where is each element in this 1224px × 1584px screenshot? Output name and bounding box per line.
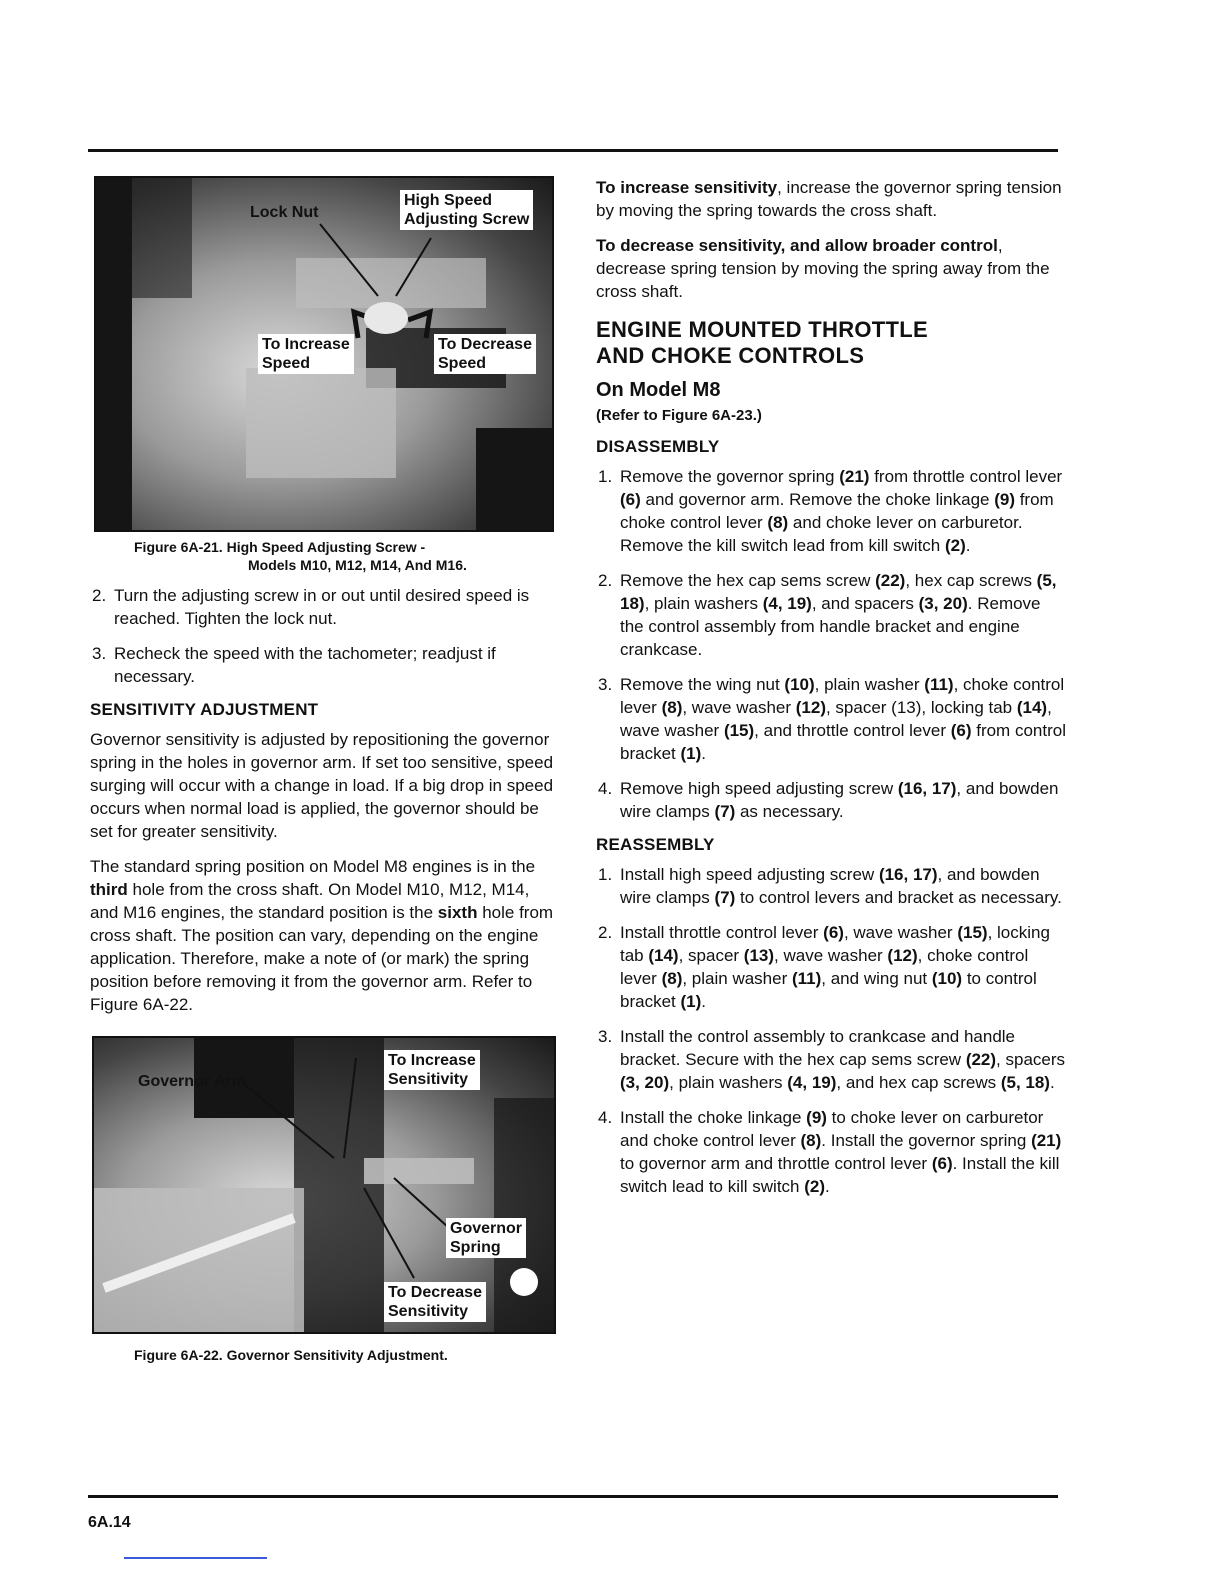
right-column xyxy=(596,176,1066,1198)
para2-text-c: hole from the cross shaft. On Model M10, M12, M14, and M16 engines, the standard position is the xyxy=(90,880,530,922)
disassembly-heading: DISASSEMBLY xyxy=(596,437,720,456)
footer-link-underline xyxy=(124,1557,267,1559)
figure-reference: (Refer to Figure 6A-23.) xyxy=(596,407,762,424)
list-item: 2. Remove the hex cap sems screw (22), hex cap screws (5, 18), plain washers (4, 19), and spacers (3, 20). Remove the control assembly from handle bracket and engine crankcase. xyxy=(598,571,1057,659)
para2-text-e: hole from cross shaft. The position can vary, depending on the engine application. Therefore, make a note of (or mark) the spring position before removing it from the governor arm. Refer to Figure 6A-22. xyxy=(90,903,554,1014)
increase-sensitivity-paragraph xyxy=(596,176,1066,222)
list-item: 4. Remove high speed adjusting screw (16, 17), and bowden wire clamps (7) as necessary. xyxy=(598,779,1059,821)
governor-spring-label xyxy=(446,1218,526,1258)
decrease-speed-line1: To Decrease xyxy=(438,336,532,353)
high-speed-label xyxy=(400,190,533,230)
section-heading-line1: ENGINE MOUNTED THROTTLE xyxy=(596,317,929,342)
list-item xyxy=(90,642,560,688)
spring-line1: Governor xyxy=(450,1220,523,1237)
decrease-sensitivity-text: , decrease spring tension by moving the spring away from the cross shaft. xyxy=(596,236,1050,301)
disassembly-list xyxy=(596,465,1066,823)
sensitivity-paragraph-2 xyxy=(90,855,560,1016)
governor-arm-label: Governor Arm xyxy=(138,1073,246,1090)
lock-nut-label: Lock Nut xyxy=(250,204,319,221)
reassembly-heading: REASSEMBLY xyxy=(596,835,715,854)
decrease-sensitivity-bold: To decrease sensitivity, and allow broader control xyxy=(596,236,998,255)
dec-sens-line1: To Decrease xyxy=(388,1284,482,1301)
section-heading xyxy=(596,317,1066,369)
sensitivity-paragraph-1: Governor sensitivity is adjusted by repositioning the governor spring in the holes in governor arm. If set too sensitive, speed surging will occur with a change in load. If a big drop in speed occurs when normal load is applied, the governor should be set for greater sensitivity. xyxy=(90,730,554,841)
caption-line1: Figure 6A-21. High Speed Adjusting Screw - xyxy=(134,539,426,555)
figure-6a-21-photo xyxy=(94,176,554,532)
spring-line2: Spring xyxy=(450,1239,501,1256)
figure-6a-22-photo xyxy=(92,1036,556,1334)
step-text: Recheck the speed with the tachometer; readjust if necessary. xyxy=(114,644,496,686)
bottom-rule xyxy=(88,1495,1058,1498)
left-column xyxy=(90,176,560,1364)
inc-sens-line2: Sensitivity xyxy=(388,1071,469,1088)
increase-speed-line1: To Increase xyxy=(262,336,350,353)
list-item: 2. Install throttle control lever (6), wave washer (15), locking tab (14), spacer (13), wave washer (12), choke control lever (8), plain washer (11), and wing nut (10) to control bracket (1). xyxy=(598,923,1050,1011)
inc-sens-line1: To Increase xyxy=(388,1052,476,1069)
top-rule xyxy=(88,149,1058,152)
increase-sensitivity-label xyxy=(384,1050,480,1090)
figure-6a-21-caption xyxy=(90,538,560,574)
step-number: 2. xyxy=(92,586,107,605)
caption-line2: Models M10, M12, M14, And M16. xyxy=(248,557,467,573)
section-heading-line2: AND CHOKE CONTROLS xyxy=(596,343,865,368)
decrease-speed-label xyxy=(434,334,536,374)
increase-speed-line2: Speed xyxy=(262,355,311,372)
step-text: Turn the adjusting screw in or out until desired speed is reached. Tighten the lock nut. xyxy=(114,586,530,628)
list-item: 3. Install the control assembly to crankcase and handle bracket. Secure with the hex cap sems screw (22), spacers (3, 20), plain washers (4, 19), and hex cap screws (5, 18). xyxy=(598,1027,1066,1092)
decrease-sensitivity-label xyxy=(384,1282,486,1322)
reassembly-list xyxy=(596,863,1066,1198)
para2-bold-sixth: sixth xyxy=(437,903,478,922)
increase-sensitivity-text: , increase the governor spring tension by moving the spring towards the cross shaft. xyxy=(596,178,1062,220)
figure-6a-22-caption: Figure 6A-22. Governor Sensitivity Adjustment. xyxy=(134,1347,448,1363)
dec-sens-line2: Sensitivity xyxy=(388,1303,469,1320)
para2-text-a: The standard spring position on Model M8 engines is in the xyxy=(90,857,536,876)
decrease-speed-line2: Speed xyxy=(438,355,487,372)
para2-bold-third: third xyxy=(90,880,128,899)
model-subheading: On Model M8 xyxy=(596,379,721,401)
page-number: 6A.14 xyxy=(88,1514,131,1531)
high-speed-label-line2: Adjusting Screw xyxy=(404,211,530,228)
high-speed-label-line1: High Speed xyxy=(404,192,493,209)
decrease-sensitivity-paragraph xyxy=(596,234,1066,303)
left-steps-list xyxy=(90,584,560,688)
increase-speed-label xyxy=(258,334,354,374)
list-item: 4. Install the choke linkage (9) to choke lever on carburetor and choke control lever (8). Install the governor spring (21) to governor arm and throttle control lever (6). Install the kill switch lead to kill switch (2). xyxy=(598,1108,1062,1196)
list-item: 3. Remove the wing nut (10), plain washer (11), choke control lever (8), wave washer (12), spacer (13), locking tab (14), wave washer (15), and throttle control lever (6) from control bracket (1). xyxy=(598,675,1066,763)
list-item: 1. Install high speed adjusting screw (16, 17), and bowden wire clamps (7) to control levers and bracket as necessary. xyxy=(598,865,1062,907)
step-number: 3. xyxy=(92,644,107,663)
increase-sensitivity-bold: To increase sensitivity xyxy=(596,178,778,197)
list-item xyxy=(90,584,560,630)
list-item: 1. Remove the governor spring (21) from throttle control lever (6) and governor arm. Remove the choke linkage (9) from choke control lever (8) and choke lever on carburetor. Remove the kill switch lead from kill switch (2). xyxy=(598,467,1063,555)
sensitivity-heading: SENSITIVITY ADJUSTMENT xyxy=(90,700,319,719)
